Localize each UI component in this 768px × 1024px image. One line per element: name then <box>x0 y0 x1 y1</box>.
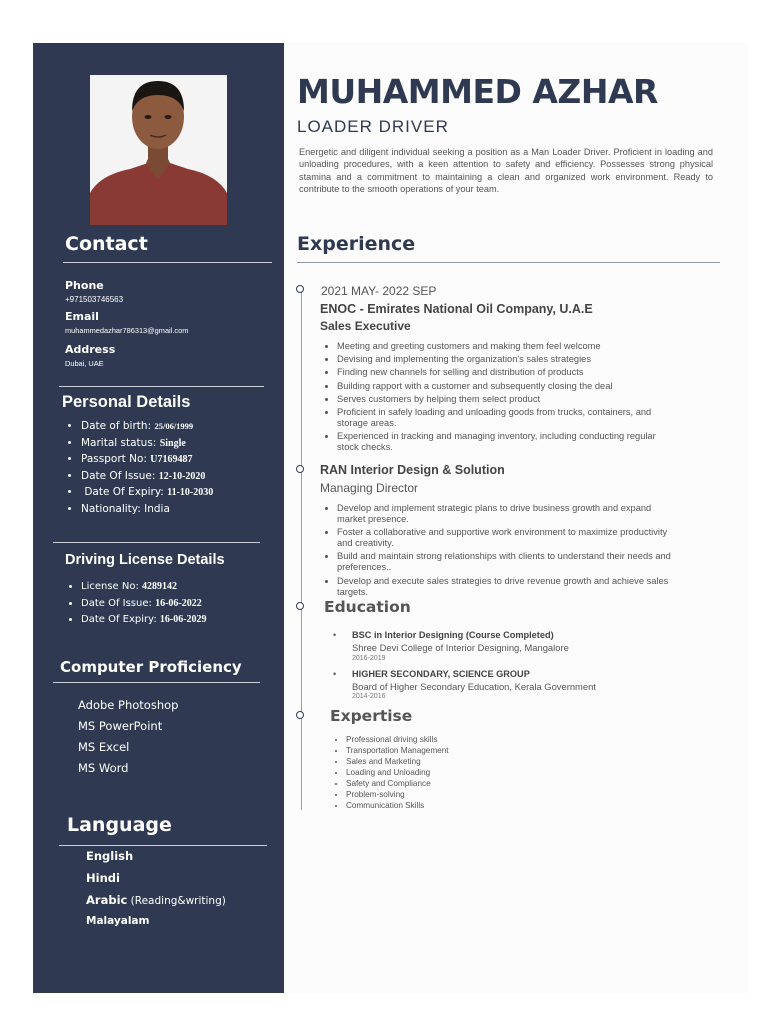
education-degree: HIGHER SECONDARY, SCIENCE GROUP <box>352 669 530 679</box>
item-label: Date Of Expiry: <box>81 614 160 625</box>
job-bullets <box>321 503 682 600</box>
item-label: Date Of Issue: <box>81 469 159 482</box>
education-school: Board of Higher Secondary Education, Kerala Government <box>352 681 596 692</box>
item-label: Marital status: <box>81 436 160 449</box>
list-item: • Loading and Unloading <box>346 767 449 778</box>
contact-divider <box>63 262 272 263</box>
item-label: Nationality: India <box>81 502 170 515</box>
sidebar <box>33 43 284 993</box>
license-divider <box>53 542 260 543</box>
list-item <box>86 893 226 915</box>
item-value: 25/06/1999 <box>154 421 194 431</box>
list-item <box>86 915 226 937</box>
language-name: Hindi <box>86 871 120 885</box>
list-item <box>81 612 207 629</box>
list-item <box>81 468 213 485</box>
language-name: Malayalam <box>86 915 150 927</box>
personal-details-heading: Personal Details <box>62 393 191 411</box>
job-date: 2021 MAY- 2022 SEP <box>321 284 437 298</box>
list-item: • Communication Skills <box>346 800 449 811</box>
language-divider <box>59 845 267 846</box>
language-list <box>86 849 226 937</box>
computer-divider <box>53 682 260 683</box>
list-item: • Serves customers by helping them select product <box>337 394 657 405</box>
timeline-dot <box>296 602 304 610</box>
contact-heading: Contact <box>65 233 148 255</box>
list-item: • Experienced in tracking and managing inventory, including conducting regular stock checks. <box>337 431 657 453</box>
item-value: 16-06-2022 <box>155 597 202 609</box>
bullet-icon: • <box>333 630 337 640</box>
timeline-dot <box>296 285 304 293</box>
timeline-dot <box>296 465 304 473</box>
list-item <box>86 849 226 871</box>
job-company: ENOC - Emirates National Oil Company, U.A.E <box>320 302 593 316</box>
language-note: (Reading&writing) <box>127 895 226 907</box>
list-item: • Sales and Marketing <box>346 756 449 767</box>
address-label: Address <box>65 343 116 356</box>
list-item: • Build and maintain strong relationships with clients to understand their needs and preferences.. <box>337 551 682 573</box>
item-value: 16-06-2029 <box>159 614 207 625</box>
list-item <box>81 418 213 435</box>
language-heading: Language <box>67 814 172 836</box>
item-value: 4289142 <box>142 581 178 592</box>
bullet-icon: • <box>333 669 337 679</box>
computer-skills-list <box>78 698 178 782</box>
job-company: RAN Interior Design & Solution <box>320 463 505 477</box>
expertise-list <box>330 734 449 811</box>
list-item: MS PowerPoint <box>78 719 163 733</box>
item-value: Single <box>159 437 186 449</box>
list-item: • Professional driving skills <box>346 734 449 745</box>
email-value: muhammedazhar786313@gmail.com <box>65 326 189 335</box>
language-name: English <box>86 849 134 863</box>
list-item: • Safety and Compliance <box>346 778 449 789</box>
timeline-line <box>301 290 302 810</box>
timeline-dot <box>296 711 304 719</box>
address-value: Dubai, UAE <box>65 359 104 368</box>
computer-proficiency-heading: Computer Proficiency <box>60 658 242 676</box>
education-years: 2014-2016 <box>352 693 386 700</box>
experience-divider <box>297 262 720 263</box>
item-value: U7169487 <box>150 454 193 465</box>
job-role: Managing Director <box>320 481 419 495</box>
list-item: • Develop and execute sales strategies to drive revenue growth and achieve sales targets. <box>337 576 682 598</box>
list-item: • Transportation Management <box>346 745 449 756</box>
list-item: • Develop and implement strategic plans to drive business growth and expand market presence. <box>337 503 682 525</box>
list-item: MS Excel <box>78 740 130 754</box>
email-label: Email <box>65 310 99 323</box>
list-item: MS Word <box>78 761 129 775</box>
list-item <box>81 435 213 452</box>
item-label: Date Of Issue: <box>81 597 156 609</box>
list-item: Adobe Photoshop <box>78 698 179 712</box>
list-item <box>81 451 213 468</box>
list-item: • Proficient in safely loading and unloading goods from trucks, containers, and storage areas. <box>337 407 657 429</box>
list-item: • Devising and implementing the organization's sales strategies <box>337 354 657 365</box>
list-item <box>81 579 207 596</box>
job-title: LOADER DRIVER <box>297 117 449 136</box>
list-item: • Finding new channels for selling and distribution of products <box>337 367 657 378</box>
driving-license-heading: Driving License Details <box>65 552 225 568</box>
list-item <box>81 484 213 501</box>
list-item: • Foster a collaborative and supportive work environment to maximize productivity and creativity. <box>337 527 682 549</box>
item-value: 12-10-2020 <box>158 470 206 482</box>
list-item <box>81 501 213 518</box>
item-label: Date Of Expiry: <box>81 486 168 498</box>
phone-label: Phone <box>65 279 104 292</box>
item-label: Passport No: <box>81 453 151 465</box>
item-label: Date of birth: <box>81 420 155 432</box>
education-years: 2016-2019 <box>352 655 386 662</box>
personal-details-list <box>65 418 213 517</box>
list-item: • Meeting and greeting customers and making them feel welcome <box>337 341 657 352</box>
list-item <box>81 596 207 613</box>
experience-heading: Experience <box>297 233 416 255</box>
education-heading: Education <box>324 598 411 616</box>
job-role: Sales Executive <box>320 319 411 333</box>
list-item <box>86 871 226 893</box>
phone-value: +971503746563 <box>65 295 124 304</box>
list-item: • Problem-solving <box>346 789 449 800</box>
list-item: • Building rapport with a customer and subsequently closing the deal <box>337 381 657 392</box>
item-label: License No: <box>81 581 143 592</box>
profile-photo <box>90 75 227 225</box>
license-list <box>65 579 207 629</box>
profile-summary: Energetic and diligent individual seeking a position as a Man Loader Driver. Proficient in loading and unloading procedures, with a keen attention to safety and efficiency. Possesses strong physical stamina and a commitment to maintaining a clean and organized work environment. Ready to contribute to the smooth operations of your team. <box>299 147 713 195</box>
item-value: 11-10-2030 <box>167 487 214 498</box>
education-degree: BSC in Interior Designing (Course Completed) <box>352 630 554 640</box>
expertise-heading: Expertise <box>330 707 413 725</box>
job-bullets <box>321 341 657 455</box>
personal-divider <box>59 386 264 387</box>
language-name: Arabic <box>86 893 128 907</box>
candidate-name: MUHAMMED AZHAR <box>297 72 658 111</box>
education-school: Shree Devi College of Interior Designing, Mangalore <box>352 642 569 653</box>
